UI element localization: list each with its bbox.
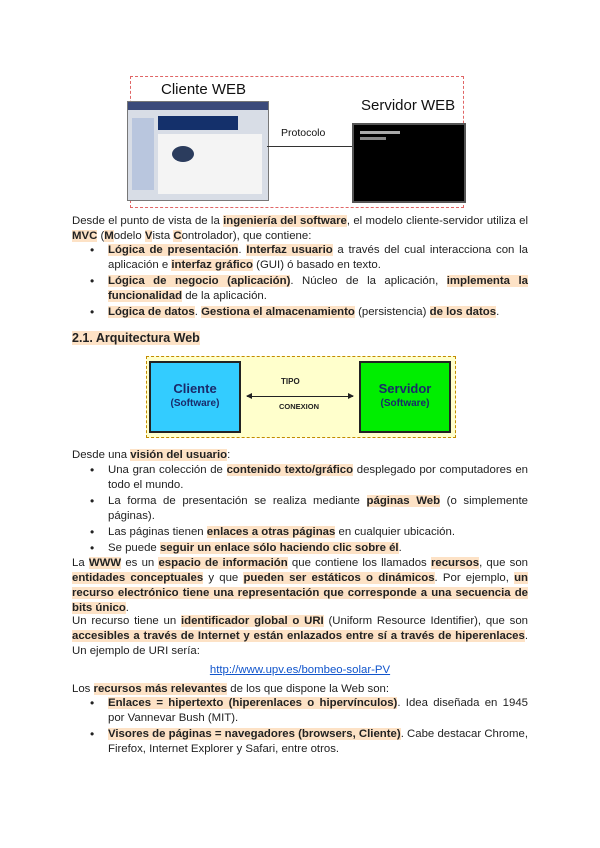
list-item: • Lógica de negocio (aplicación). Núcleo de la aplicación, implementa la funcionalidad de la aplicación. — [72, 274, 528, 304]
list-item: • Visores de páginas = navegadores (browsers, Cliente). Cabe destacar Chrome, Firefox, Internet Explorer y Safari, entre otros. — [72, 727, 528, 757]
server-web-label: Servidor WEB — [361, 97, 456, 114]
tipo-label: TIPO — [281, 377, 300, 386]
list-item: • Enlaces = hipertexto (hiperenlaces o hipervínculos). Idea diseñada en 1945 por Vannevar Bush (MIT). — [72, 696, 528, 726]
uri-paragraph: Un recurso tiene un identificador global o URI (Uniform Resource Identifier), que son accesibles a través de Internet y están enlazados entre sí a través de hiperenlaces. Un ejemplo de URI sería: — [72, 615, 528, 657]
web-architecture-figure — [146, 356, 456, 438]
vision-paragraph: Desde una visión del usuario: — [72, 449, 231, 461]
protocol-label: Protocolo — [281, 127, 326, 139]
list-item: • Una gran colección de contenido texto/gráfico desplegado por computadores en todo el mundo. — [72, 463, 528, 493]
resources-list — [72, 696, 528, 758]
browser-screenshot — [127, 101, 269, 201]
client-subtitle: (Software) — [170, 398, 220, 409]
list-item: • Se puede seguir un enlace sólo haciendo clic sobre él. — [72, 541, 528, 556]
server-box — [359, 361, 451, 433]
intro-paragraph: Desde el punto de vista de la ingeniería del software, el modelo cliente-servidor utiliza el MVC (Modelo Vista Controlador), que contiene: — [72, 215, 529, 242]
uri-example-link[interactable]: http://www.upv.es/bombeo-solar-PV — [209, 664, 391, 676]
list-item: • Lógica de datos. Gestiona el almacenamiento (persistencia) de los datos. — [72, 305, 528, 320]
layers-list — [72, 243, 528, 321]
www-paragraph: La WWW es un espacio de información que contiene los llamados recursos, que son entidades conceptuales y que pueden ser estáticos o dinámicos. Por ejemplo, un recurso electrónico tiene una representación que corresponde a una secuencia de bits único. — [72, 557, 528, 614]
list-item: • Las páginas tienen enlaces a otras páginas en cualquier ubicación. — [72, 525, 528, 540]
server-title: Servidor — [378, 381, 432, 396]
client-title: Cliente — [173, 381, 217, 396]
protocol-line — [267, 146, 352, 147]
client-server-figure — [130, 76, 464, 208]
conexion-label: CONEXION — [279, 402, 320, 411]
client-box — [149, 361, 241, 433]
vision-list — [72, 463, 528, 557]
section-heading: 2.1. Arquitectura Web — [72, 331, 200, 345]
list-item: • Lógica de presentación. Interfaz usuario a través del cual interacciona con la aplicación e interfaz gráfico (GUI) ó basado en texto. — [72, 243, 528, 273]
server-subtitle: (Software) — [380, 398, 430, 409]
resources-paragraph: Los recursos más relevantes de los que dispone la Web son: — [72, 683, 390, 695]
list-item: • La forma de presentación se realiza mediante páginas Web (o simplemente páginas). — [72, 494, 528, 524]
server-monitor — [352, 123, 466, 203]
client-web-label: Cliente WEB — [161, 81, 247, 98]
double-arrow-icon — [247, 396, 353, 397]
